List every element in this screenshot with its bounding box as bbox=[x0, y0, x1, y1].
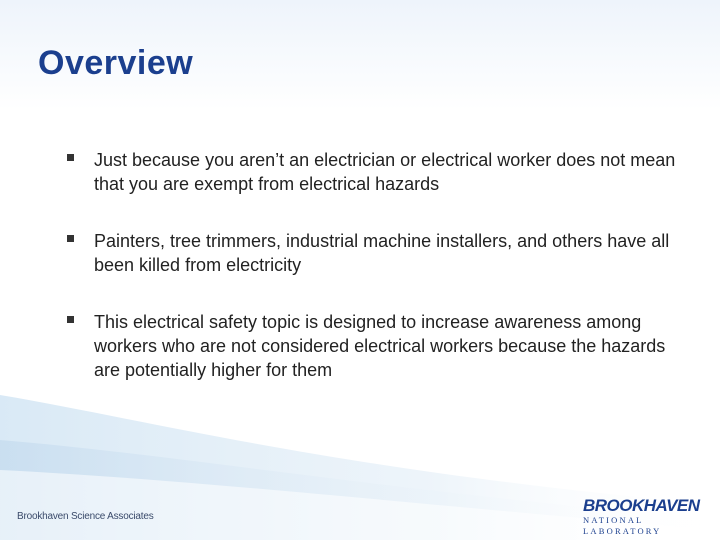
logo-wordmark: BROOKHAVEN bbox=[583, 496, 700, 515]
bullet-item bbox=[66, 148, 686, 196]
bullet-text: Painters, tree trimmers, industrial machine installers, and others have all been killed from electricity bbox=[94, 231, 670, 275]
brookhaven-logo bbox=[583, 497, 705, 537]
slide-title: Overview bbox=[38, 44, 194, 82]
square-bullet-icon bbox=[67, 235, 74, 242]
square-bullet-icon bbox=[67, 154, 74, 161]
bullet-item bbox=[66, 310, 686, 382]
square-bullet-icon bbox=[67, 316, 74, 323]
bullet-text: Just because you aren’t an electrician or electrical worker does not mean that you are exempt from electrical hazards bbox=[94, 150, 676, 194]
bullet-item bbox=[66, 229, 686, 277]
bullet-list bbox=[66, 148, 686, 415]
logo-subtitle: NATIONAL LABORATORY bbox=[583, 515, 662, 536]
bullet-text: This electrical safety topic is designed to increase awareness among workers who are not considered electrical workers because the hazards are potentially higher for them bbox=[94, 312, 666, 380]
footer-organization: Brookhaven Science Associates bbox=[17, 511, 154, 522]
